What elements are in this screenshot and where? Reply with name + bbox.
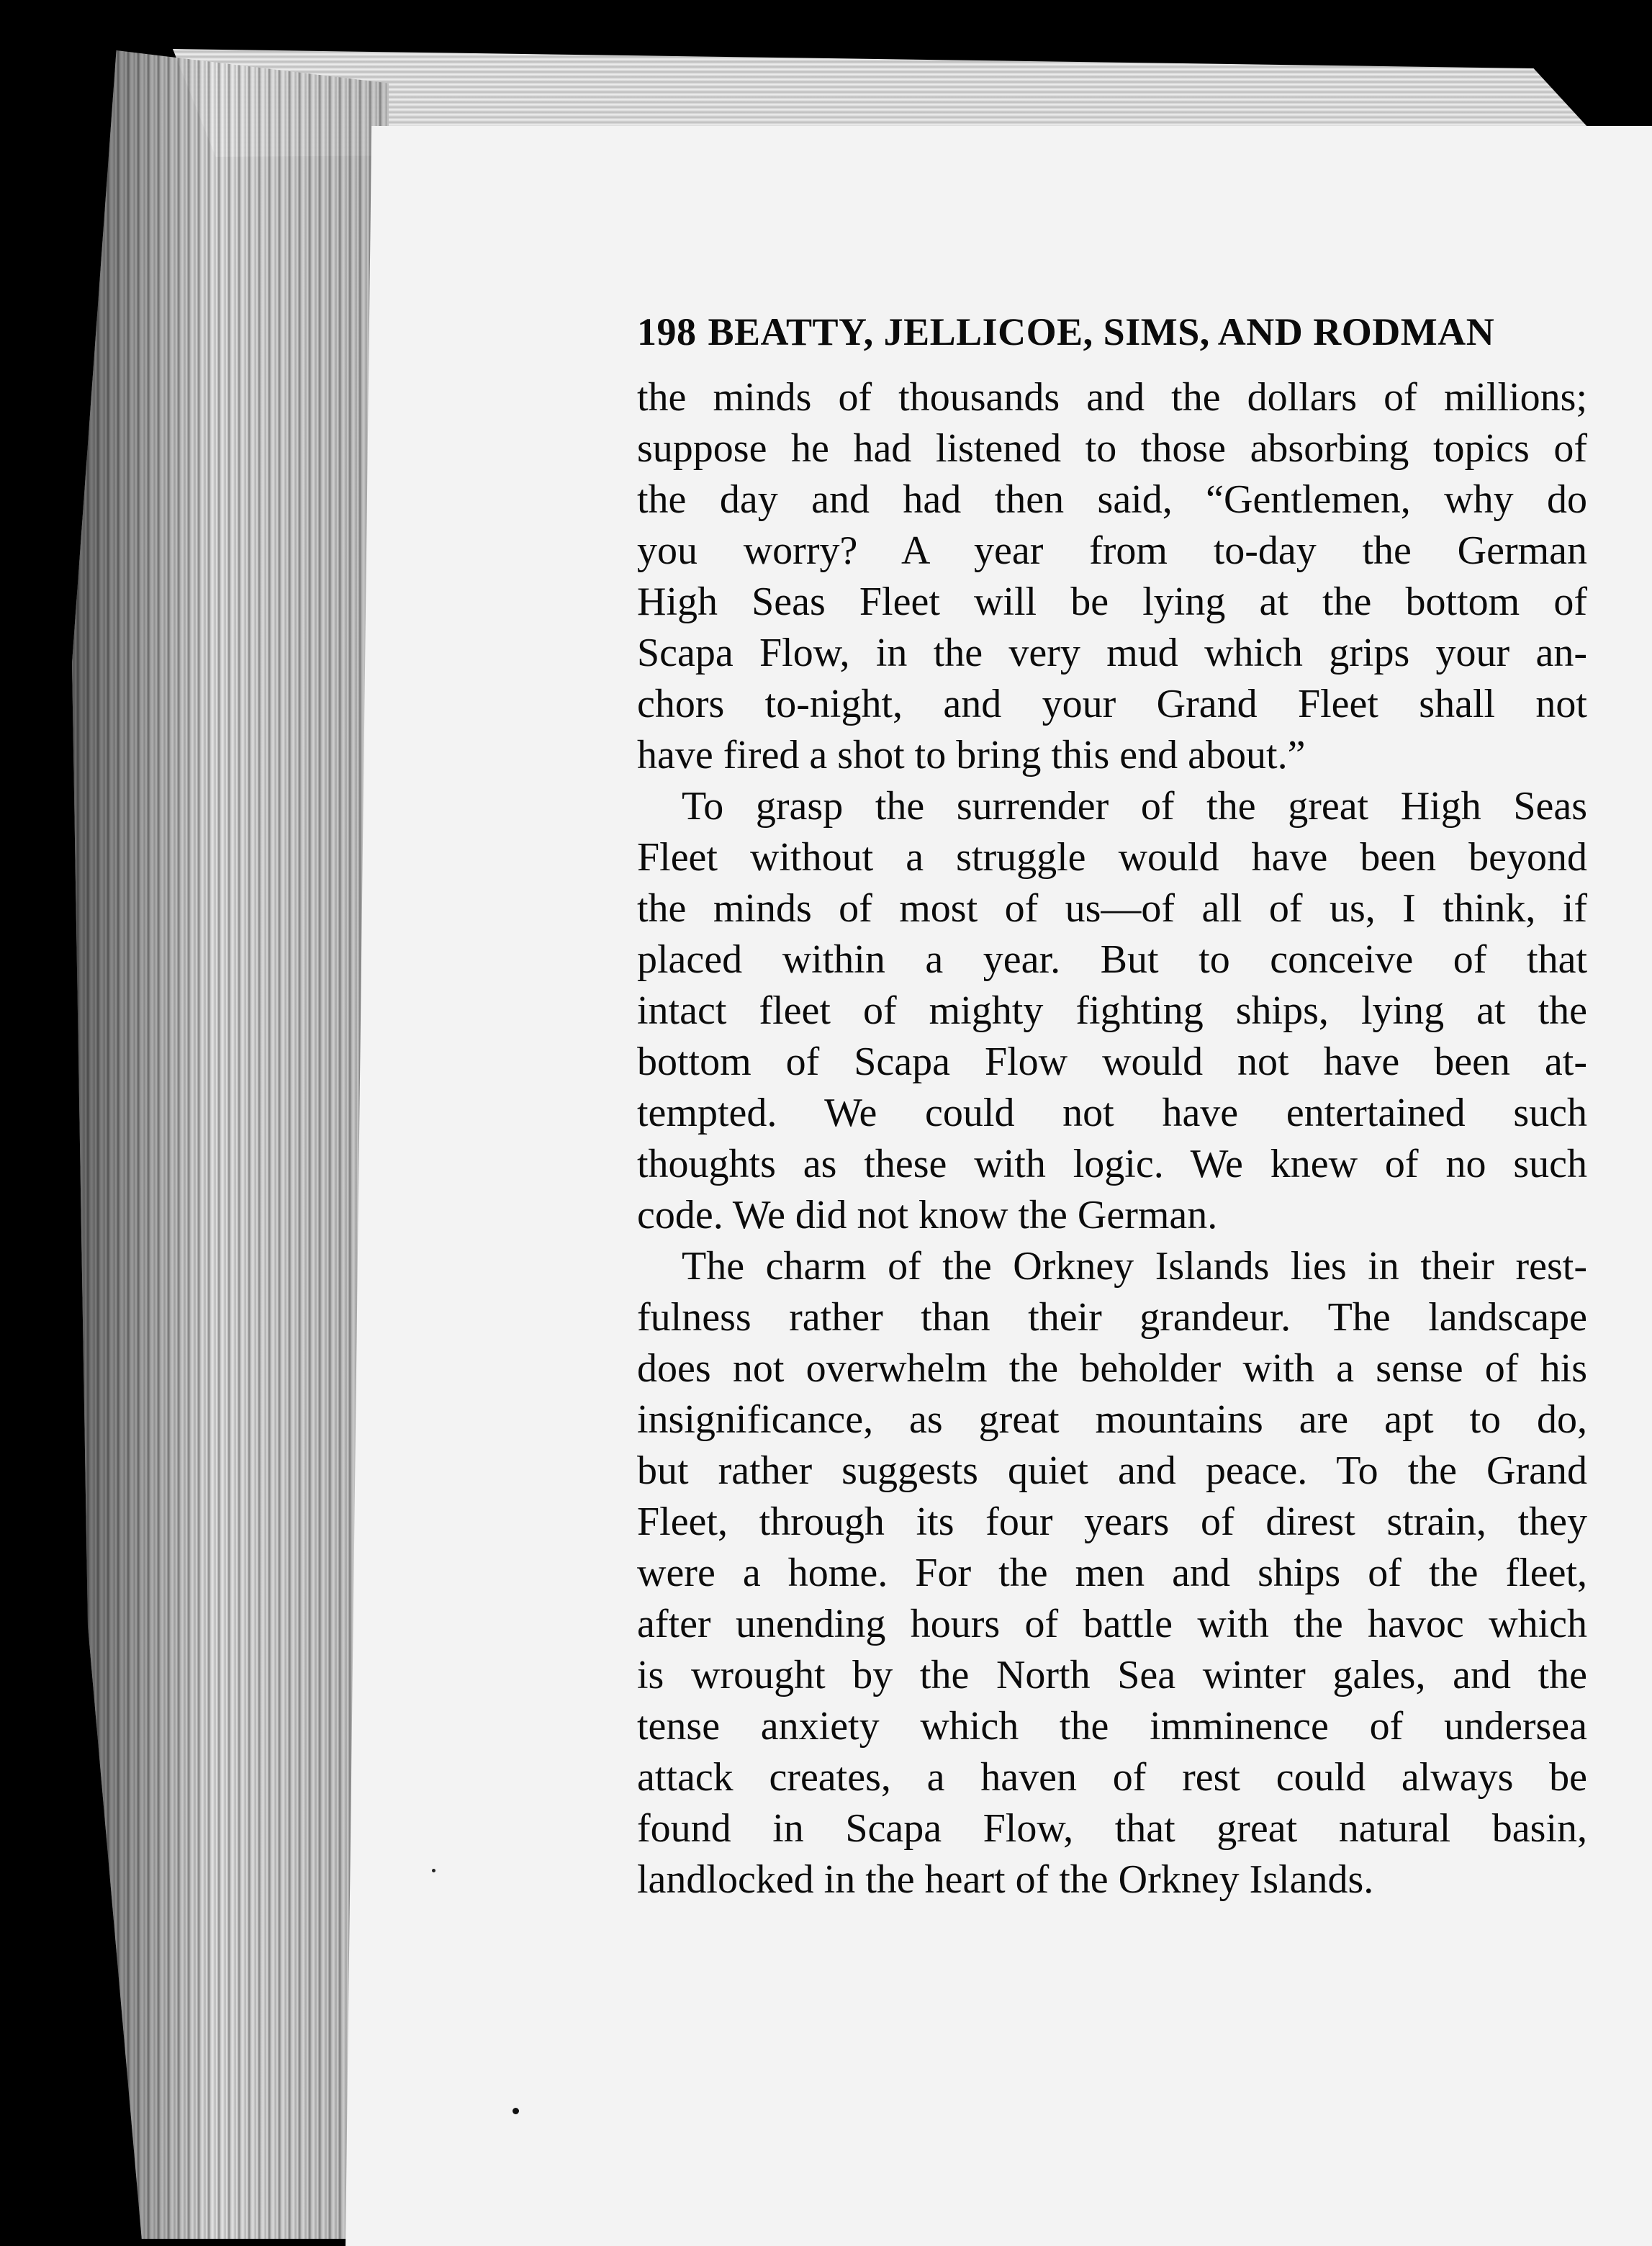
text-line: placed within a year. But to conceive of that [637, 937, 1587, 982]
text-line: but rather suggests quiet and peace. To the Grand [637, 1448, 1587, 1493]
text-line: chors to-night, and your Grand Fleet shall not [637, 682, 1587, 726]
paragraph [637, 1241, 1587, 1906]
text-line: were a home. For the men and ships of the fleet, [637, 1551, 1587, 1595]
text-line: does not overwhelm the beholder with a sense of his [637, 1346, 1587, 1391]
page-number: 198 [637, 310, 697, 353]
text-line: High Seas Fleet will be lying at the bottom of [637, 579, 1587, 624]
text-line: the minds of most of us—of all of us, I think, if [637, 886, 1587, 931]
page-edges-shadow [72, 50, 389, 2239]
text-line: landlocked in the heart of the Orkney Islands. [637, 1857, 1374, 1902]
text-line: bottom of Scapa Flow would not have been at- [637, 1039, 1587, 1084]
text-line: fulness rather than their grandeur. The landscape [637, 1295, 1587, 1340]
text-line: insignificance, as great mountains are apt to do, [637, 1397, 1587, 1442]
ink-speck [513, 2108, 519, 2114]
text-line: intact fleet of mighty fighting ships, lying at the [637, 988, 1587, 1033]
text-line: after unending hours of battle with the havoc which [637, 1602, 1587, 1646]
body-text [637, 372, 1587, 1906]
text-line: Fleet, through its four years of direst strain, they [637, 1499, 1587, 1544]
text-line: the day and had then said, “Gentlemen, why do [637, 477, 1587, 522]
text-line: suppose he had listened to those absorbing topics of [637, 426, 1587, 471]
text-line: the minds of thousands and the dollars of millions; [637, 375, 1587, 420]
text-line: found in Scapa Flow, that great natural basin, [637, 1806, 1587, 1851]
text-line: Scapa Flow, in the very mud which grips your an- [637, 631, 1587, 675]
text-line: is wrought by the North Sea winter gales, and the [637, 1653, 1587, 1697]
text-line: attack creates, a haven of rest could always be [637, 1755, 1587, 1800]
running-head [637, 310, 1580, 354]
text-line: code. We did not know the German. [637, 1193, 1218, 1237]
text-line: tempted. We could not have entertained such [637, 1091, 1587, 1135]
text-line: The charm of the Orkney Islands lies in their rest- [682, 1244, 1587, 1289]
paragraph [637, 781, 1587, 1241]
text-line: have fired a shot to bring this end about.” [637, 733, 1306, 777]
ink-speck [432, 1869, 435, 1872]
paragraph [637, 372, 1587, 781]
text-line: Fleet without a struggle would have been beyond [637, 835, 1587, 880]
text-line: tense anxiety which the imminence of undersea [637, 1704, 1587, 1749]
text-line: you worry? A year from to-day the German [637, 528, 1587, 573]
running-head-title: BEATTY, JELLICOE, SIMS, AND RODMAN [708, 310, 1495, 353]
text-line: To grasp the surrender of the great High Seas [682, 784, 1587, 829]
text-line: thoughts as these with logic. We knew of no such [637, 1142, 1587, 1186]
